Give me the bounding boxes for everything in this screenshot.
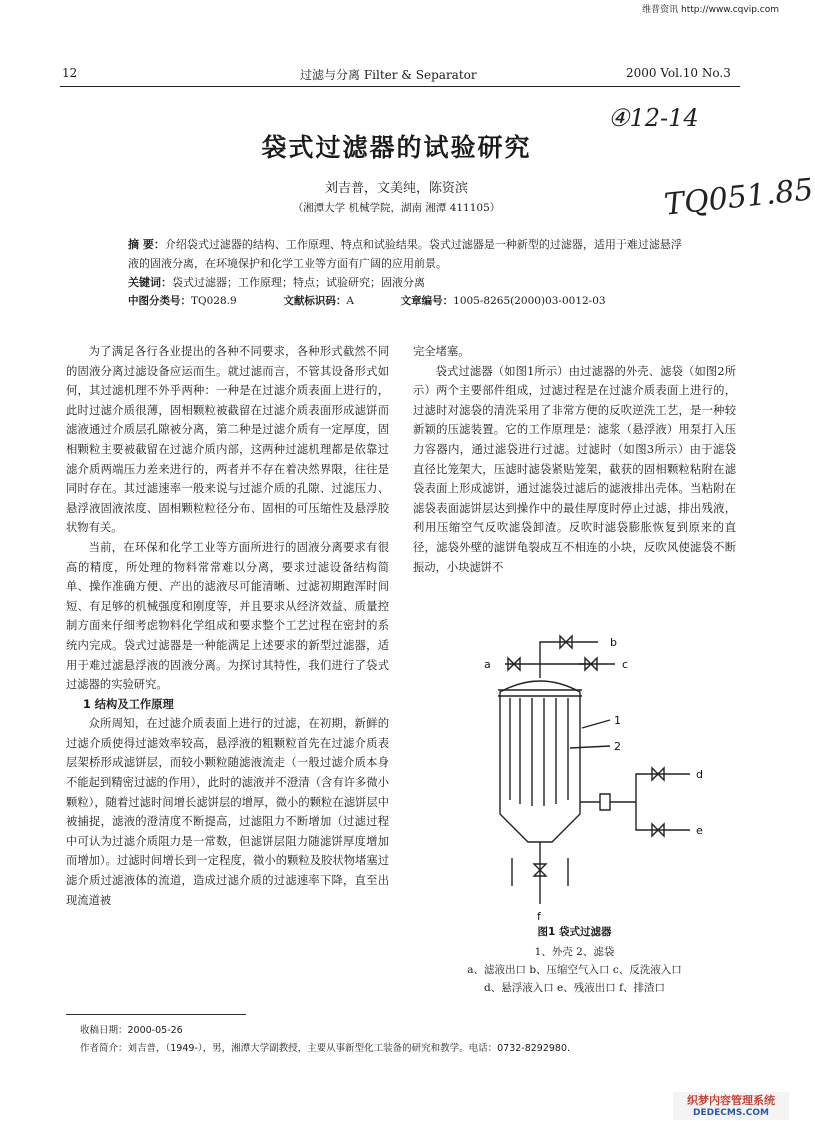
body-paragraph: 当前，在环保和化学工业等方面所进行的固液分离要求有很高的精度，所处理的物料常常难以分离，要求过滤设备结构简单、操作准确方便、产出的滤液尽可能清晰、过滤初期跑浑时间短、有足够的机械强度和刚度等，并且要求从经济效益、质量控制方面来仔细考虑物料化学组成和要求整个工艺过程在密封的系统内完成。袋式过滤器是一种能满足上述要求的新型过滤器，适用于难过滤悬浮液的固液分离。为探讨其特性，我们进行了袋式过滤器的实验研究。 (66, 540, 389, 692)
label-c: c (622, 658, 629, 671)
watermark-line-2: DEDECMS.COM (693, 1108, 769, 1118)
figure-legend-2: a、滤液出口 b、压缩空气入口 c、反洗液入口 (467, 964, 682, 976)
label-2: 2 (614, 740, 621, 753)
keywords-label: 关键词： (128, 276, 172, 289)
leader-lines (570, 720, 610, 748)
label-e: e (696, 824, 703, 837)
label-d: d (696, 768, 703, 781)
footnote-author: 作者简介：刘吉普，（1949-），男，湘潭大学副教授，主要从事新型化工装备的研究和教学。电话：0732-8292980. (80, 1043, 571, 1054)
bag-filter-diagram (440, 624, 730, 924)
shell-flange (498, 690, 582, 696)
watermark-bottom (673, 1092, 789, 1120)
label-f: f (537, 910, 541, 923)
body-paragraph: 众所周知，在过滤介质表面上进行的过滤，在初期，新鲜的过滤介质使得过滤效率较高，悬浮液的粗颗粒首先在过滤介质表层架桥形成滤饼层，而较小颗粒随滤液流走（一般过滤介质本身不能起到精密过滤的作用），此时的滤液并不澄清（含有许多微小颗粒），随着过滤时间增长滤饼层的增厚，微小的颗粒在滤饼层中被捕捉，滤液的澄清度不断提高，过滤阻力不断增加（过滤过程中可认为过滤介质阻力是一常数，但滤饼层阻力随滤饼厚度增加而增加）。过滤时间增长到一定程度，微小的颗粒及胶状物堵塞过滤介质过滤液体的流道，造成过滤介质的过滤速率下降，直至出现流道被 (66, 717, 389, 907)
abstract-label: 摘 要： (128, 238, 165, 251)
footnote-rule (66, 1014, 246, 1015)
side-fitting (580, 794, 610, 810)
header-rule (60, 86, 740, 87)
abstract (128, 235, 688, 273)
section-heading: 1 结构及工作原理 (82, 697, 174, 711)
handwritten-code: TQ051.85 (662, 172, 815, 223)
clc-label: 中图分类号： (128, 295, 191, 307)
label-a: a (484, 658, 491, 671)
body-paragraph: 为了满足各行各业提出的各种不同要求，各种形式截然不同的固液分离过滤设备应运而生。就过滤而言，不管其设备形式如何，其过滤机理不外乎两种：一种是在过滤介质表面上进行的，此时过滤介质很薄，固相颗粒被截留在过滤介质表面形成滤饼而滤液通过介质层孔隙被分离，第二种是过滤介质有一定厚度，固相颗粒主要被截留在过滤介质内部，这两种过滤机理都是依靠过滤介质两端压力差来进行的，两者并不存在着决然界限，往往是同时存在。其过滤速率一般来说与过滤介质的孔隙、过滤压力、悬浮液固液浓度、固相颗粒粒径分布、固相的可压缩性及悬浮胶状物有关。 (66, 345, 389, 535)
body-paragraph: 袋式过滤器（如图1所示）由过滤器的外壳、滤袋（如图2所示）两个主要部件组成，过滤过程是在过滤介质表面上进行的，过滤时对滤袋的清洗采用了非常方便的反吹逆洗工艺，是一种较新颖的压滤装置。它的工作原理是：滤浆（悬浮液）用泵打入压力容器内，通过滤袋进行过滤。过滤时（如图3所示）由于滤袋直径比笼架大，压滤时滤袋紧贴笼架，截获的固相颗粒粘附在滤袋表面上形成滤饼，通过滤袋过滤后的滤液排出壳体。当粘附在滤袋表面滤饼层达到操作中的最佳厚度时停止过滤，排出残液，利用压缩空气反吹滤袋卸渣。反吹时滤袋膨胀恢复到原来的直径，滤袋外壁的滤饼龟裂成互不相连的小块，反吹风使滤袋不断振动，小块滤饼不 (413, 364, 736, 574)
figure-caption: 图1 袋式过滤器 (537, 926, 612, 938)
authors: 刘吉普，文美纯，陈资滨 (324, 181, 468, 196)
keywords-text: 袋式过滤器；工作原理；特点；试验研究；固液分离 (172, 276, 425, 289)
left-column (66, 342, 389, 910)
footnote-received: 收稿日期：2000-05-26 (80, 1025, 183, 1036)
clc-value: TQ028.9 (191, 295, 237, 307)
handwritten-pages: ④12-14 (608, 104, 699, 132)
body-paragraph: 完全堵塞。 (413, 345, 470, 358)
right-column (413, 342, 736, 577)
abstract-block (128, 235, 688, 311)
doc-code-value: A (346, 295, 354, 307)
watermark-line-1: 织梦内容管理系统 (687, 1094, 775, 1107)
figure-legend-3: d、悬浮液入口 e、残液出口 f、排渣口 (484, 982, 665, 994)
article-no-label: 文章编号： (400, 295, 454, 307)
classification-line (128, 292, 688, 311)
article-no-value: 1005-8265(2000)03-0012-03 (453, 295, 606, 307)
paper-title: 袋式过滤器的试验研究 (261, 133, 532, 162)
journal-issue: 2000 Vol.10 No.3 (626, 66, 731, 80)
keywords (128, 273, 688, 292)
journal-name: 过滤与分离 Filter & Separator (300, 68, 477, 82)
figure-legend-1: 1、外壳 2、滤袋 (534, 946, 615, 958)
watermark-top: 维普资讯 http://www.cqvip.com (642, 5, 779, 15)
page-number: 12 (62, 66, 78, 80)
affiliation: （湘潭大学 机械学院，湖南 湘潭 411105） (292, 202, 501, 214)
label-b: b (610, 636, 617, 649)
abstract-text: 介绍袋式过滤器的结构、工作原理、特点和试验结果。袋式过滤器是一种新型的过滤器，适用于难过滤悬浮液的固液分离，在环境保护和化学工业等方面有广阔的应用前景。 (128, 238, 682, 270)
doc-code-label: 文献标识码： (283, 295, 347, 307)
filter-bags (510, 698, 568, 806)
pipe-d-e (610, 774, 690, 830)
label-1: 1 (614, 714, 621, 727)
